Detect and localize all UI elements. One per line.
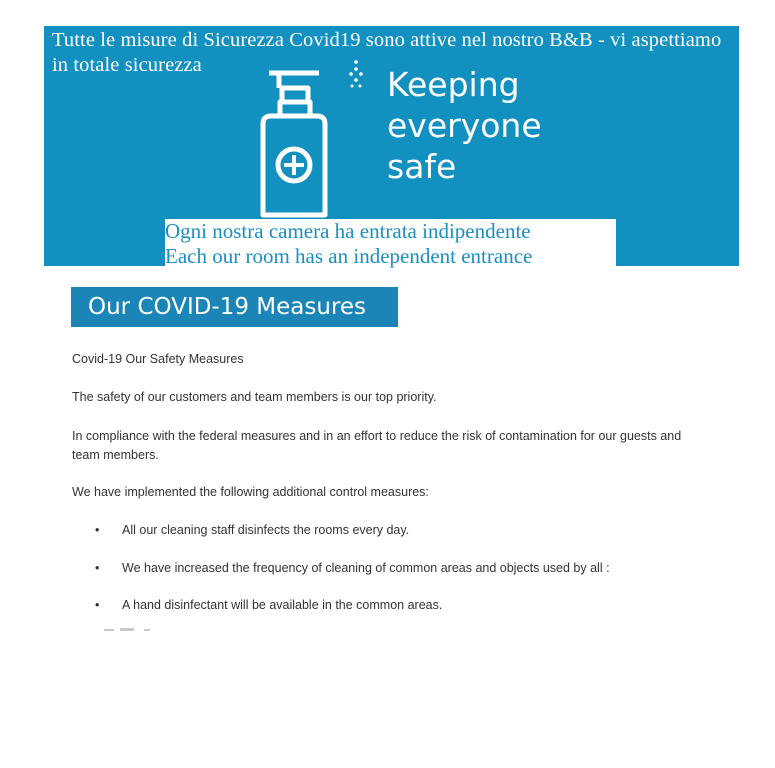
section-subtitle: Covid-19 Our Safety Measures — [72, 352, 244, 366]
compliance-text: In compliance with the federal measures and in an effort to reduce the risk of contamination for our guests and team members. — [72, 429, 682, 462]
entrance-note-italian: Ogni nostra camera ha entrata indipendente — [165, 219, 531, 243]
headline-line: Keeping — [387, 65, 520, 104]
independent-entrance-note — [165, 219, 616, 267]
list-item: We have increased the frequency of cleaning of common areas and objects used by all : — [122, 561, 610, 575]
cut-off-text-fragment — [100, 627, 160, 633]
headline-line: safe — [387, 147, 457, 186]
keeping-everyone-safe-headline — [387, 64, 542, 187]
list-item: A hand disinfectant will be available in the common areas. — [122, 598, 443, 612]
hand-sanitizer-icon — [249, 70, 339, 220]
bullet-marker: • — [95, 561, 100, 575]
priority-text: The safety of our customers and team members is our top priority. — [72, 390, 437, 404]
bullet-marker: • — [95, 598, 100, 612]
measures-intro: We have implemented the following additional control measures: — [72, 485, 429, 499]
entrance-note-english: Each our room has an independent entrance — [165, 244, 533, 268]
banner-overlay-text: Tutte le misure di Sicurezza Covid19 sono attive nel nostro B&B - vi aspettiamo in totale sicurezza — [52, 29, 722, 76]
bullet-marker: • — [95, 523, 100, 537]
headline-line: everyone — [387, 106, 542, 145]
list-item: All our cleaning staff disinfects the rooms every day. — [122, 523, 410, 537]
section-title: Our COVID-19 Measures — [71, 287, 398, 327]
